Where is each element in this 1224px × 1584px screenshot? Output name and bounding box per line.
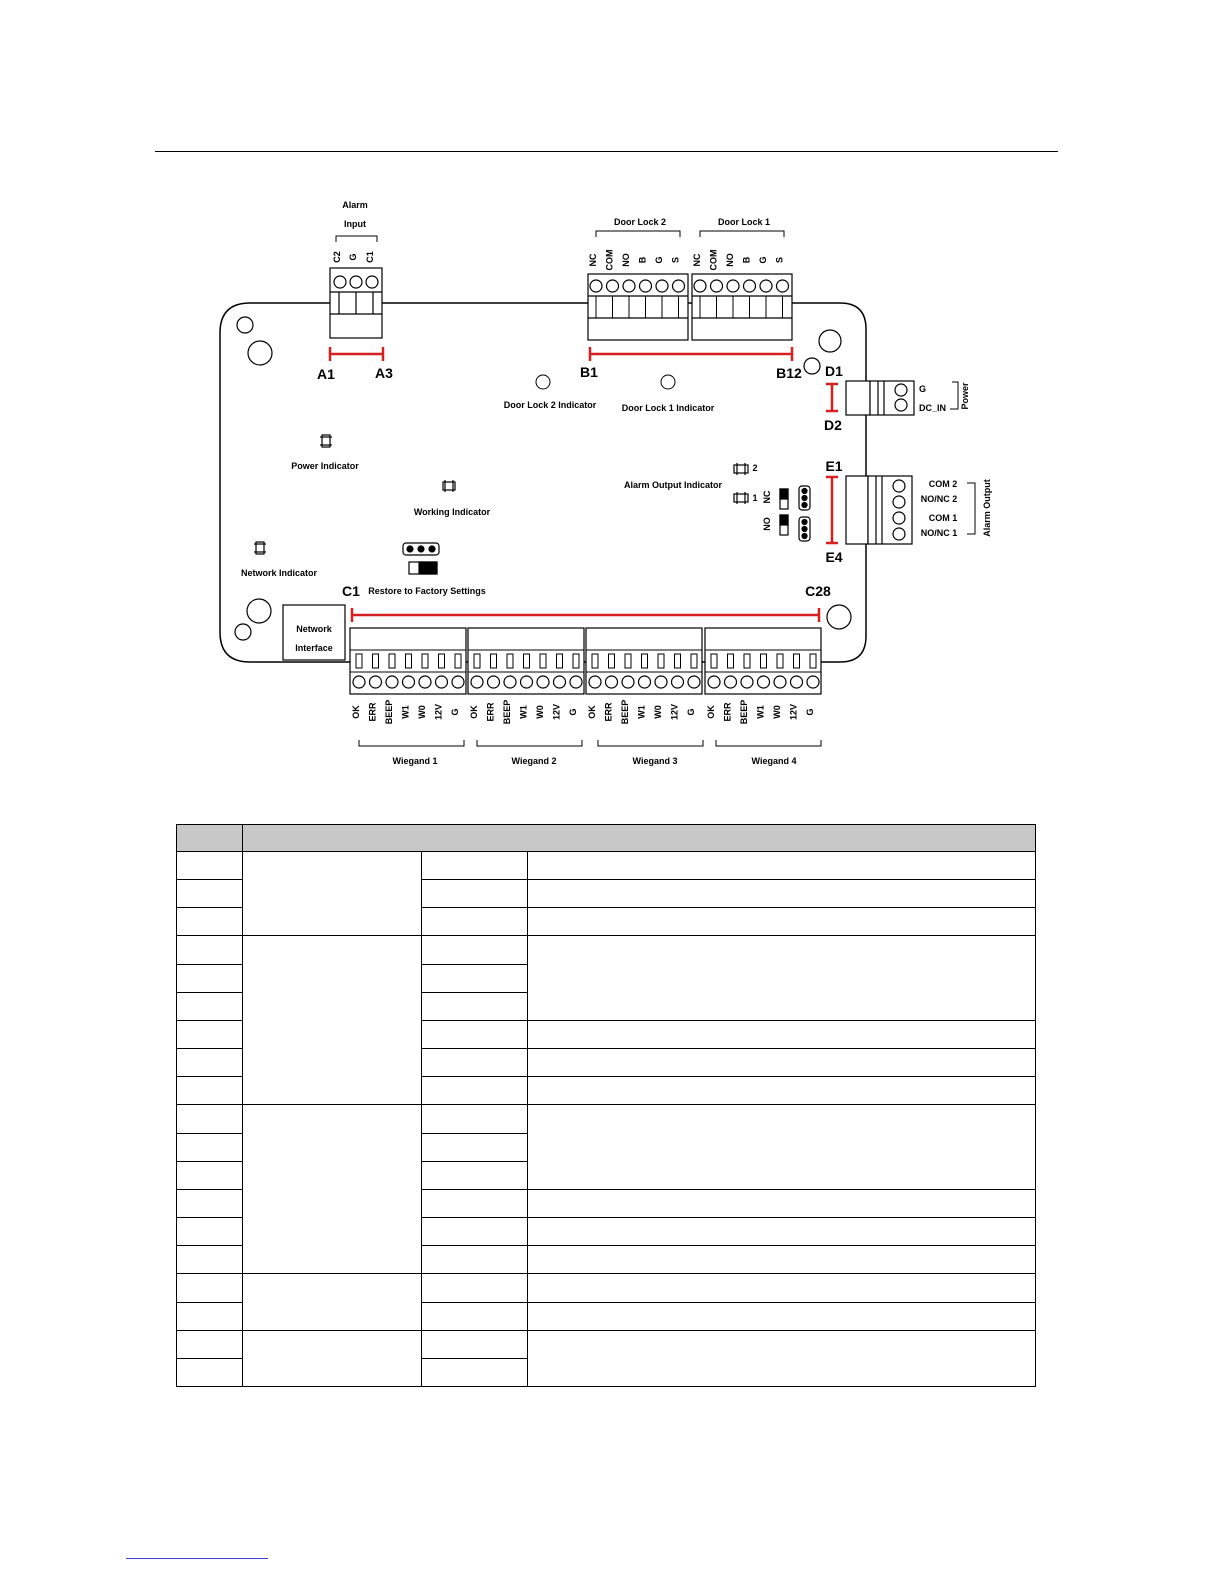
marker-a3: A3 [375, 365, 393, 381]
terminal-hole [521, 676, 533, 688]
terminal-screw [373, 654, 379, 668]
wiegand-pin-label: BEEP [620, 699, 630, 725]
terminal-hole [386, 676, 398, 688]
terminal-hole [622, 676, 634, 688]
wiegand-pin-label: 12V [551, 703, 562, 721]
network-interface-label-1: Network [296, 624, 332, 634]
marker-e1: E1 [825, 458, 843, 474]
wiegand-connectors [350, 628, 821, 694]
door-lock-1-indicator-label: Door Lock 1 Indicator [621, 403, 715, 413]
terminal-hole [725, 676, 737, 688]
wiegand-pin-label: W0 [535, 705, 545, 719]
terminal-screw [557, 654, 563, 668]
door-lock-pin-label: G [758, 256, 768, 264]
terminal-screw [389, 654, 395, 668]
table-row [177, 1274, 1036, 1302]
alarm-input-pin-label: C1 [365, 251, 375, 263]
jumper-nc-label: NC [762, 490, 772, 504]
terminal-screw [540, 654, 546, 668]
alarm-output-label: Alarm Output [982, 479, 992, 537]
alarm-output-jumpers [780, 486, 810, 541]
terminal-hole [436, 676, 448, 688]
terminal-hole [353, 676, 365, 688]
marker-d2: D2 [824, 417, 842, 433]
terminal-screw [794, 654, 800, 668]
terminal-screw [439, 654, 445, 668]
terminal-hole [744, 280, 756, 292]
terminal-hole [774, 676, 786, 688]
terminal-screw [761, 654, 767, 668]
door-lock-1-label: Door Lock 1 [717, 217, 771, 227]
terminal-hole [606, 676, 618, 688]
alarm-input-connector [330, 268, 382, 338]
wiegand-pin-label: OK [469, 705, 479, 719]
terminal-hole [639, 676, 651, 688]
wiegand-pin-label: BEEP [502, 699, 512, 725]
alarm-nonc1-label: NO/NC 1 [920, 528, 958, 538]
wiegand-1-label: Wiegand 1 [392, 756, 438, 766]
wiegand-pin-label: G [686, 708, 696, 716]
terminal-screw [592, 654, 598, 668]
marker-b12: B12 [776, 365, 802, 381]
footnote-link-underline [126, 1558, 268, 1559]
terminal-hole [741, 676, 753, 688]
jumper-no-label: NO [762, 517, 772, 531]
door-lock-2-indicator-label: Door Lock 2 Indicator [503, 400, 597, 410]
terminal-screw [691, 654, 697, 668]
door-lock-1-bracket [700, 231, 784, 237]
terminal-hole [688, 676, 700, 688]
marker-b1: B1 [580, 364, 598, 380]
door-lock-pin-label: S [670, 256, 681, 264]
door-lock-2-bracket [596, 231, 680, 237]
wiegand-pin-label: W1 [755, 705, 766, 719]
terminal-screw [711, 654, 717, 668]
terminal-hole [807, 676, 819, 688]
wiegand-pin-labels [351, 700, 815, 725]
power-indicator-led [320, 435, 332, 447]
terminal-hole [777, 280, 789, 292]
terminal-screw [507, 654, 513, 668]
terminal-hole [791, 676, 803, 688]
terminal-screw [728, 654, 734, 668]
alarm-output-connector [846, 476, 912, 544]
terminal-screw [573, 654, 579, 668]
terminal-hole [537, 676, 549, 688]
wiegand-pin-label: ERR [485, 702, 496, 722]
terminal-hole [708, 676, 720, 688]
wiegand-pin-label: G [805, 708, 815, 716]
wiegand-2-label: Wiegand 2 [511, 756, 557, 766]
terminal-screw [625, 654, 631, 668]
terminal-screw [744, 654, 750, 668]
door-lock-pin-label: COM [708, 249, 719, 271]
wiegand-pin-label: ERR [603, 702, 614, 722]
terminal-screw [356, 654, 362, 668]
wiegand-pin-label: 12V [669, 703, 680, 721]
terminal-screw [455, 654, 461, 668]
wiegand-pin-label: W1 [518, 705, 529, 719]
marker-c1: C1 [342, 583, 360, 599]
marker-d1: D1 [825, 363, 843, 379]
door-lock-pin-label: NO [725, 253, 735, 267]
table-row [177, 1330, 1036, 1358]
alarm-input-pin-label: C2 [332, 251, 342, 263]
table-row [177, 852, 1036, 880]
alarm-input-pin-labels [332, 251, 375, 263]
restore-label: Restore to Factory Settings [368, 586, 486, 596]
door-lock-pin-labels [588, 250, 785, 271]
wiegand-pin-label: BEEP [384, 699, 394, 725]
restore-jumper [403, 543, 439, 574]
marker-e4: E4 [825, 549, 843, 565]
alarm-output-indicator-label: Alarm Output Indicator [623, 480, 723, 490]
terminal-hole [590, 280, 602, 292]
terminal-hole [607, 280, 619, 292]
alarm-input-label-2: Input [344, 219, 366, 229]
table-row [177, 936, 1036, 964]
table-header-row [177, 825, 1036, 852]
network-indicator-led [254, 542, 266, 554]
terminal-screw [658, 654, 664, 668]
pin-description-table [176, 824, 1036, 1387]
terminal-hole [403, 676, 415, 688]
terminal-hole [760, 280, 772, 292]
terminal-hole [656, 280, 668, 292]
terminal-screw [406, 654, 412, 668]
wiegand-pin-label: 12V [788, 703, 799, 721]
power-label: Power [960, 382, 970, 410]
alarm-com1-label: COM 1 [928, 513, 958, 523]
alarm-led-2-label: 2 [752, 463, 758, 473]
terminal-hole [504, 676, 516, 688]
door-lock-pin-label: COM [604, 249, 615, 271]
wiegand-4-label: Wiegand 4 [751, 756, 797, 766]
terminal-screw [675, 654, 681, 668]
wiegand-pin-label: OK [351, 705, 361, 719]
wiegand-pin-label: W0 [417, 705, 427, 719]
door-lock-1-indicator-led [661, 375, 675, 389]
wiegand-brackets [359, 740, 821, 746]
door-lock-pin-label: NC [588, 253, 598, 267]
terminal-hole [370, 676, 382, 688]
marker-c28: C28 [805, 583, 831, 599]
network-interface-label-2: Interface [295, 643, 333, 653]
terminal-hole [655, 676, 667, 688]
power-g-label: G [919, 384, 927, 394]
wiegand-pin-label: OK [587, 705, 597, 719]
terminal-screw [422, 654, 428, 668]
door-lock-pin-label: G [654, 256, 664, 264]
terminal-hole [694, 280, 706, 292]
terminal-hole [673, 280, 685, 292]
terminal-hole [589, 676, 601, 688]
table-row [177, 1105, 1036, 1133]
terminal-hole [640, 280, 652, 292]
door-lock-pin-label: NO [621, 253, 631, 267]
terminal-screw [642, 654, 648, 668]
door-lock-pin-label: B [637, 256, 648, 264]
table-header-cell [243, 825, 1036, 852]
alarm-input-pin-label: G [348, 253, 358, 261]
terminal-hole [488, 676, 500, 688]
wiegand-pin-label: W0 [772, 705, 782, 719]
alarm-nonc2-label: NO/NC 2 [920, 494, 958, 504]
wiegand-pin-label: W0 [653, 705, 663, 719]
range-markers [330, 347, 838, 622]
wiegand-pin-label: G [568, 708, 578, 716]
terminal-hole [471, 676, 483, 688]
terminal-hole [758, 676, 770, 688]
table-header-cell [177, 825, 243, 852]
wiegand-pin-label: OK [706, 705, 716, 719]
terminal-hole [452, 676, 464, 688]
terminal-hole [554, 676, 566, 688]
wiegand-pin-label: G [450, 708, 460, 716]
alarm-output-indicator-leds [734, 463, 748, 504]
working-indicator-led [443, 480, 455, 492]
working-indicator-label: Working Indicator [413, 507, 491, 517]
network-indicator-label: Network Indicator [240, 568, 318, 578]
alarm-input-label-1: Alarm [342, 200, 368, 210]
power-dcin-label: DC_IN [919, 403, 947, 413]
wiegand-pin-label: W1 [400, 705, 411, 719]
door-lock-pin-label: S [774, 256, 785, 264]
door-lock-pin-label: B [741, 256, 752, 264]
power-connector [846, 381, 914, 415]
wiegand-pin-label: ERR [722, 702, 733, 722]
terminal-hole [711, 280, 723, 292]
wiegand-3-label: Wiegand 3 [632, 756, 678, 766]
marker-a1: A1 [317, 366, 335, 382]
power-indicator-label: Power Indicator [291, 461, 359, 471]
terminal-screw [609, 654, 615, 668]
terminal-hole [727, 280, 739, 292]
power-bracket [950, 382, 958, 409]
terminal-screw [474, 654, 480, 668]
wiegand-pin-label: 12V [433, 703, 444, 721]
terminal-hole [570, 676, 582, 688]
terminal-screw [491, 654, 497, 668]
terminal-hole [419, 676, 431, 688]
alarm-input-bracket [336, 236, 377, 242]
alarm-led-1-label: 1 [752, 493, 758, 503]
alarm-output-bracket [967, 483, 975, 534]
terminal-screw [810, 654, 816, 668]
wiegand-pin-label: W1 [636, 705, 647, 719]
door-lock-pin-label: NC [692, 253, 702, 267]
door-lock-2-indicator-led [536, 375, 550, 389]
terminal-screw [777, 654, 783, 668]
door-lock-2-label: Door Lock 2 [613, 217, 667, 227]
terminal-hole [623, 280, 635, 292]
terminal-screw [524, 654, 530, 668]
alarm-com2-label: COM 2 [928, 479, 958, 489]
terminal-hole [672, 676, 684, 688]
wiegand-pin-label: ERR [367, 702, 378, 722]
wiegand-pin-label: BEEP [739, 699, 749, 725]
